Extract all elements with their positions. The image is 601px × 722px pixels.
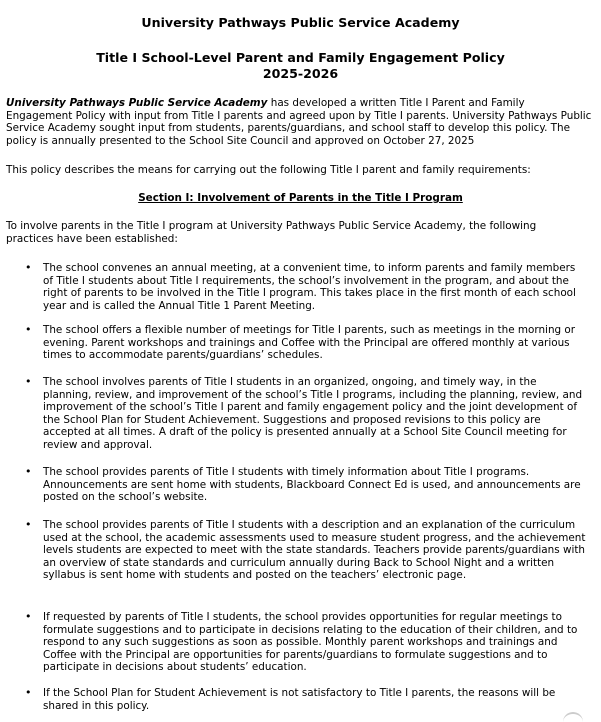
bullet-icon: • [25, 465, 32, 478]
section-lead-paragraph: To involve parents in the Title I program at University Pathways Public Service Academy, the following practices have been established: [6, 220, 537, 245]
description-paragraph: This policy describes the means for carrying out the following Title I parent and family requirements: [6, 164, 531, 176]
list-item-text: If the School Plan for Student Achievement is not satisfactory to Title I parents, the reasons will be shared in this policy. [43, 687, 556, 712]
intro-paragraph [6, 97, 592, 147]
bullet-icon: • [25, 686, 32, 699]
school-name-heading: University Pathways Public Service Academy [141, 15, 460, 30]
school-year-heading: 2025-2026 [262, 66, 339, 81]
list-item-text: The school provides parents of Title I students with a description and an explanation of the curriculum used at the school, the academic assessments used to measure student progress, and the achievement levels students are expected to meet with the state standards. Teachers provide parents/guardians with an overview of state standards and curriculum annually during Back to School Night and a written syllabus is sent home with students and posted on the teachers’ electronic page. [43, 519, 586, 582]
bullet-icon: • [25, 610, 32, 623]
section-heading: Section I: Involvement of Parents in the Title I Program [138, 192, 463, 204]
list-item-text: If requested by parents of Title I students, the school provides opportunities for regular meetings to formulate suggestions and to participate in decisions relating to the education of their children, and to respond to any such suggestions as soon as possible. Monthly parent workshops and trainings and Coffee with the Principal are opportunities for parents/guardians to formulate suggestions and to participate in decisions about students’ education. [43, 611, 578, 674]
list-item-text: The school provides parents of Title I students with timely information about Title I programs. Announcements are sent home with students, Blackboard Connect Ed is used, and announcements are posted on the school’s website. [43, 466, 581, 504]
bullet-icon: • [25, 323, 32, 336]
bullet-icon: • [25, 518, 32, 531]
list-item-text: The school convenes an annual meeting, at a convenient time, to inform parents and family members of Title I students about Title I requirements, the school’s involvement in the program, and about the right of parents to be involved in the Title I program. This takes place in the first month of each school year and is called the Annual Title 1 Parent Meeting. [43, 262, 576, 312]
policy-title-heading: Title I School-Level Parent and Family Engagement Policy [96, 50, 505, 65]
bullet-icon: • [25, 261, 32, 274]
intro-org-name: University Pathways Public Service Academy [6, 97, 268, 109]
intro-text: has developed a written Title I Parent and Family Engagement Policy with input from Title I parents and agreed upon by Title I parents. University Pathways Public Service Academy sought input from students, parents/guardians, and school staff to develop this policy. The policy is annually presented to the School Site Council and approved on October 27, 2025 [6, 97, 592, 147]
page-curl-decoration [563, 712, 583, 722]
bullet-icon: • [25, 375, 32, 388]
list-item-text: The school involves parents of Title I students in an organized, ongoing, and timely way, in the planning, review, and improvement of the school’s Title I programs, including the planning, review, and improvement of the school’s Title I parent and family engagement policy and the joint development of the School Plan for Student Achievement. Suggestions and proposed revisions to this policy are accepted at all times. A draft of the policy is presented annually at a School Site Council meeting for review and approval. [43, 376, 583, 451]
list-item-text: The school offers a flexible number of meetings for Title I parents, such as meetings in the morning or evening. Parent workshops and trainings and Coffee with the Principal are offered monthly at various times to accommodate parents/guardians’ schedules. [43, 324, 576, 362]
